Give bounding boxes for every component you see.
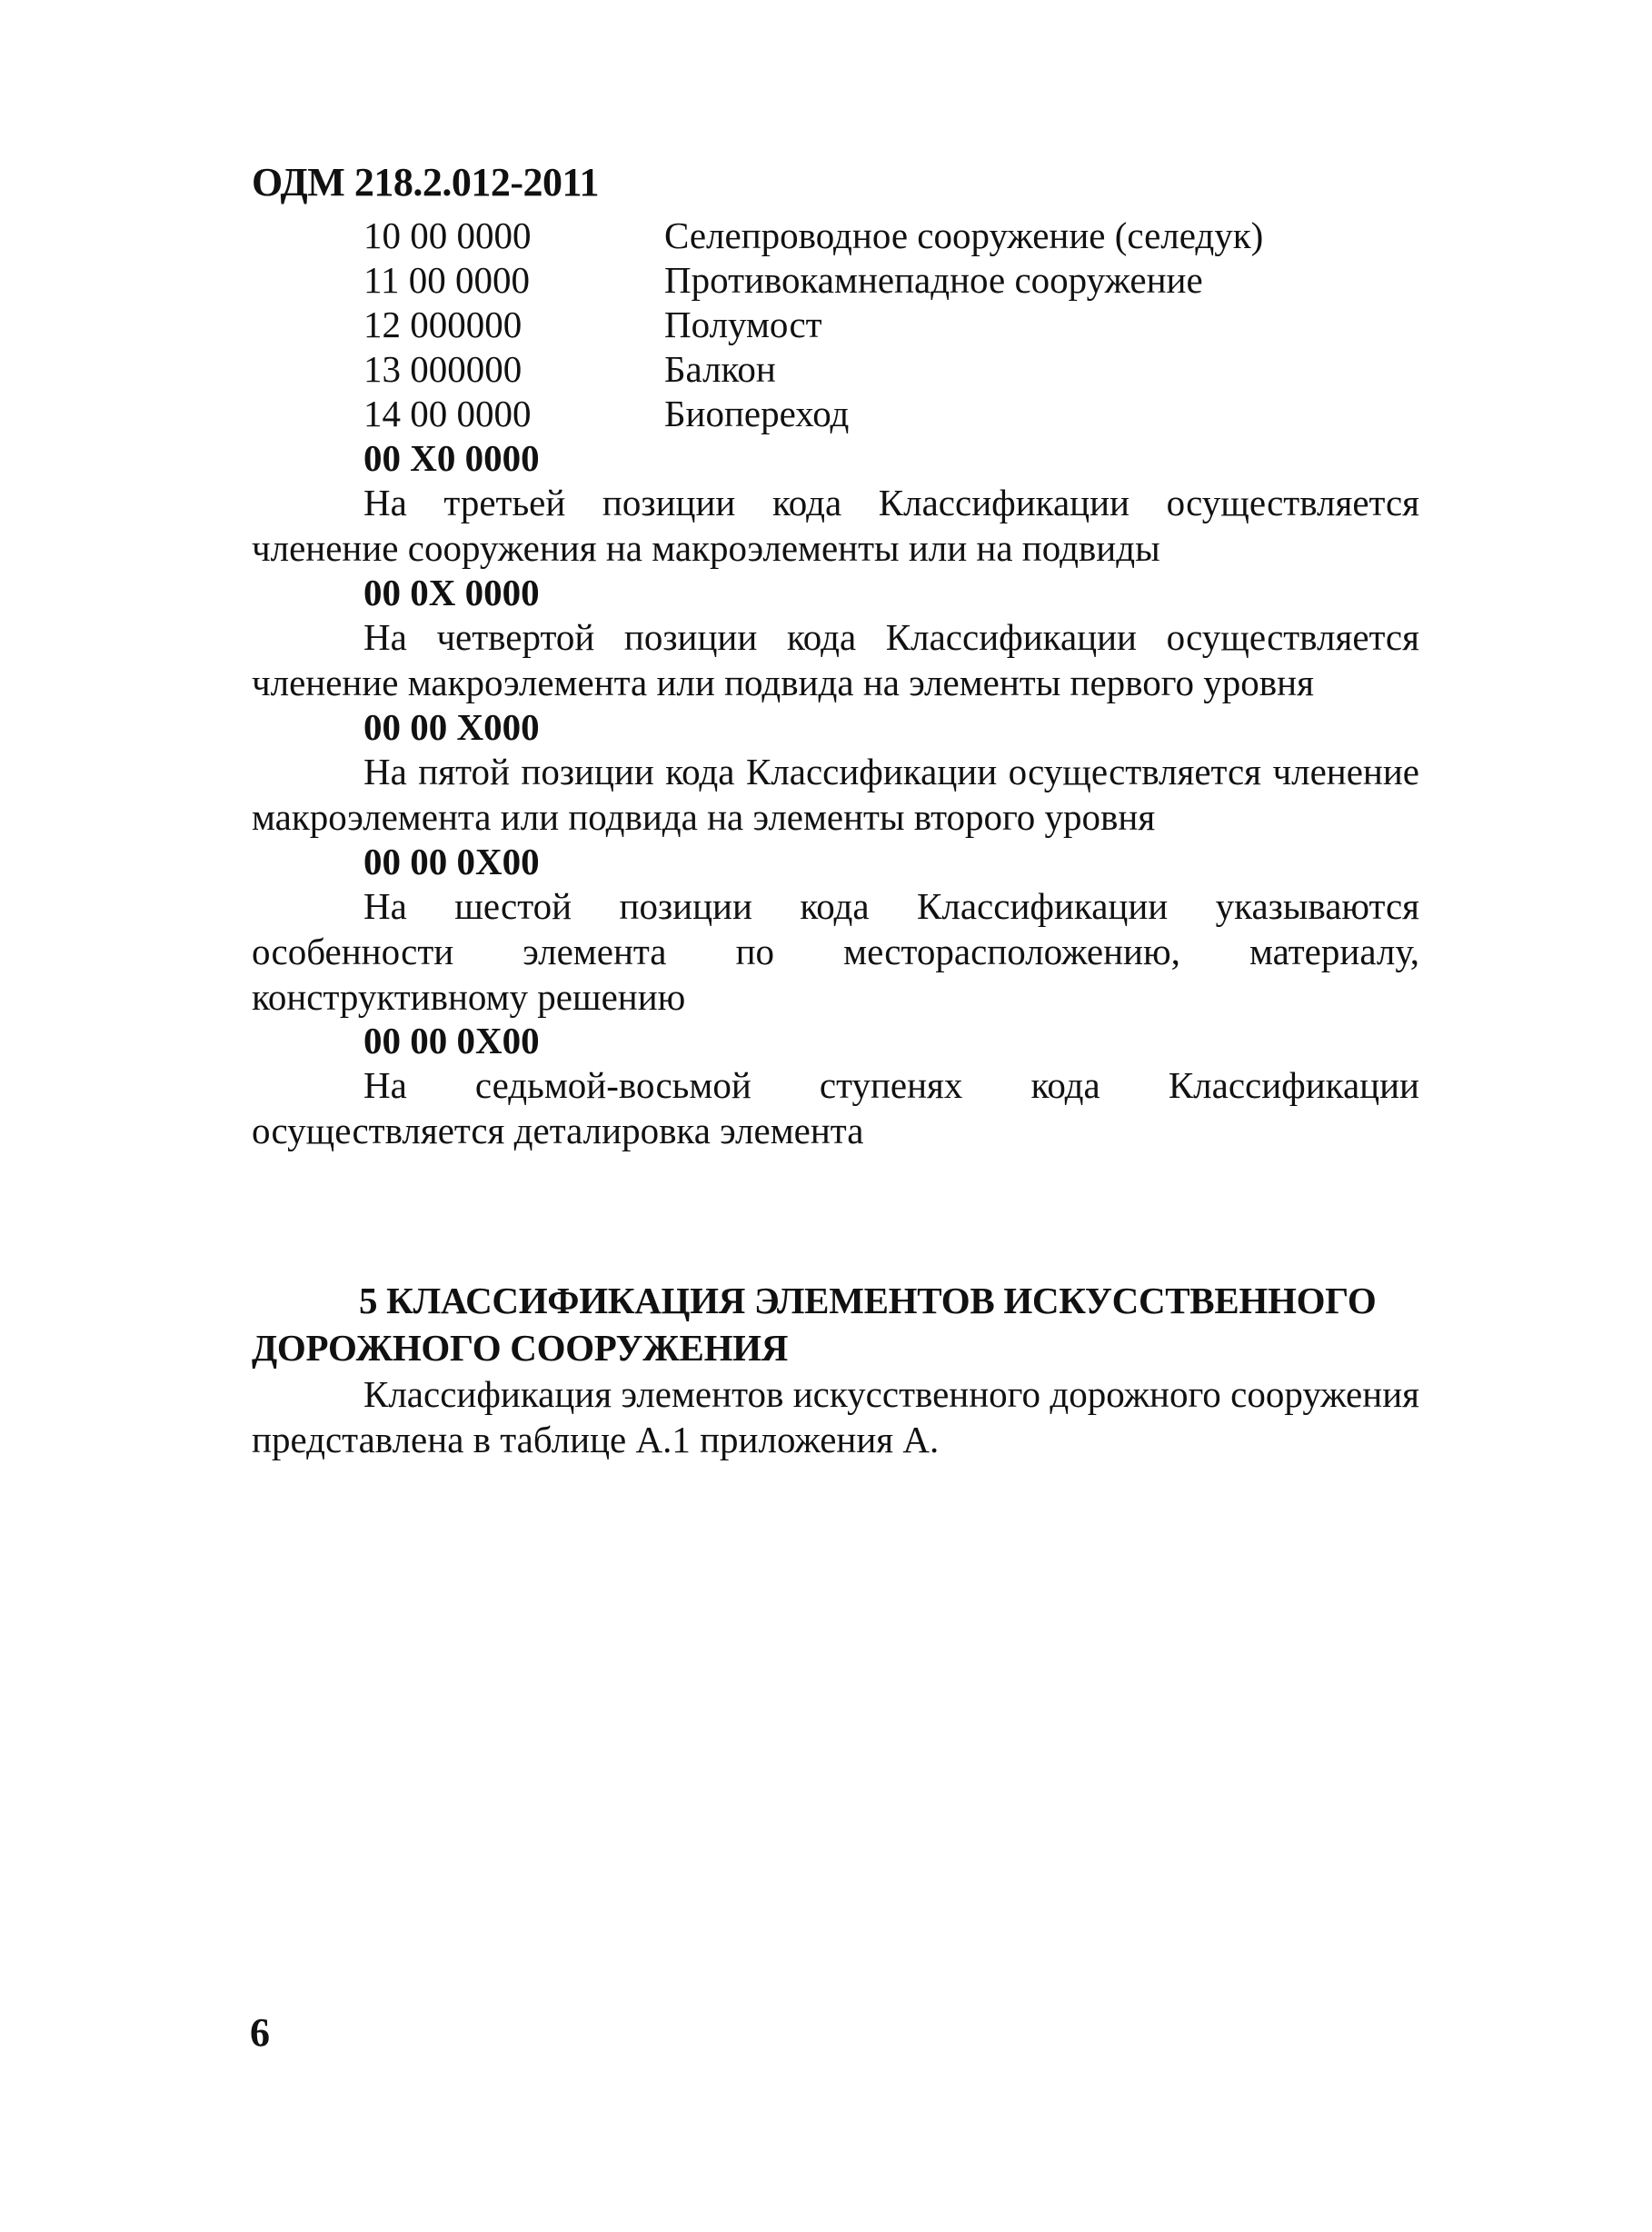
code-description: Полумост xyxy=(664,304,822,345)
page-number: 6 xyxy=(250,2010,270,2055)
code-description: Противокамнепадное сооружение xyxy=(664,259,1203,301)
code-description: Селепроводное сооружение (селедук) xyxy=(664,214,1264,256)
document-code-header: ОДМ 218.2.012-2011 xyxy=(252,160,600,204)
position-code: 00 Х0 0000 xyxy=(363,437,540,479)
position-description: На седьмой-восьмой ступенях кода Классификации осуществляется деталировка элемента xyxy=(252,1064,1419,1151)
section-text: Классификация элементов искусственного дорожного сооружения представлена в таблице А.1 приложения А. xyxy=(252,1373,1419,1460)
position-code: 00 00 0Х00 xyxy=(363,1020,540,1061)
position-description: На четвертой позиции кода Классификации осуществляется членение макроэлемента или подвида на элементы первого уровня xyxy=(252,616,1419,703)
code-value: 10 00 0000 xyxy=(363,214,532,256)
position-description: На пятой позиции кода Классификации осуществляется членение макроэлемента или подвида на элементы второго уровня xyxy=(252,751,1419,838)
code-value: 14 00 0000 xyxy=(363,393,532,434)
section-heading: 5 КЛАССИФИКАЦИЯ ЭЛЕМЕНТОВ ИСКУССТВЕННОГО ДОРОЖНОГО СООРУЖЕНИЯ xyxy=(252,1280,1377,1369)
position-code: 00 00 0Х00 xyxy=(363,841,540,882)
position-description: На третьей позиции кода Классификации осуществляется членение сооружения на макроэлементы или на подвиды xyxy=(252,482,1419,569)
code-value: 11 00 0000 xyxy=(363,259,530,301)
code-description: Балкон xyxy=(664,348,776,390)
position-description: На шестой позиции кода Классификации указываются особенности элемента по месторасположению, материалу, конструктивному решению xyxy=(252,885,1419,1018)
code-value: 12 000000 xyxy=(363,304,522,345)
code-value: 13 000000 xyxy=(363,348,522,390)
position-code: 00 0Х 0000 xyxy=(363,572,540,613)
position-code: 00 00 Х000 xyxy=(363,706,540,748)
code-description: Биопереход xyxy=(664,393,850,434)
